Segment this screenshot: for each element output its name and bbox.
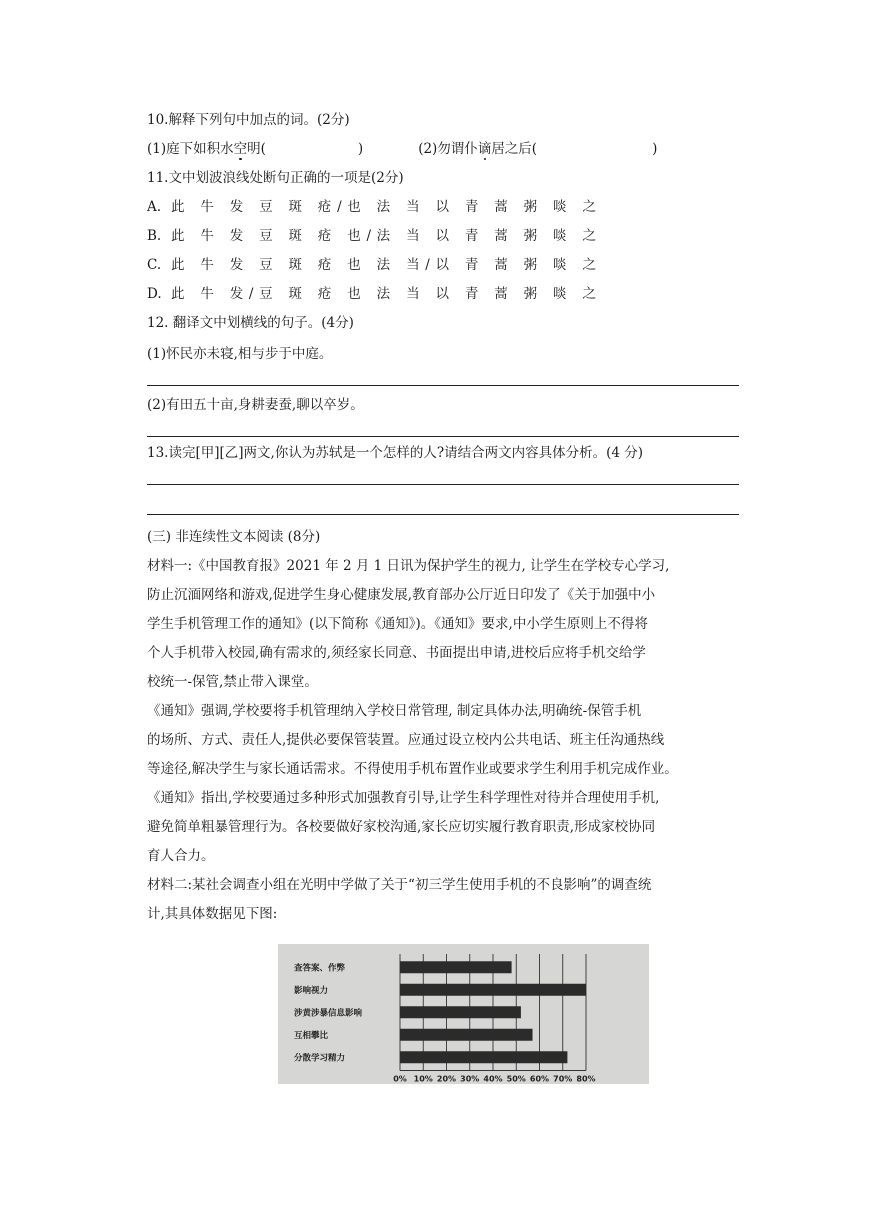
option-key: C. xyxy=(147,257,162,273)
material-line: 个人手机带入校园,确有需求的,须经家长同意、书面提出申请,进校后应将手机交给学 xyxy=(147,645,646,661)
option-char: 当 xyxy=(406,257,420,273)
q11-option[interactable] xyxy=(147,222,739,251)
x-tick-label: 80% xyxy=(576,1074,596,1084)
material-line: 材料二:某社会调查小组在光明中学做了关于“初三学生使用手机的不良影响”的调查统 xyxy=(147,877,652,893)
option-char: 也 xyxy=(347,257,361,273)
option-char: 之 xyxy=(582,228,596,244)
option-char: 法 xyxy=(376,257,391,273)
answer-line[interactable] xyxy=(147,514,739,515)
option-char: 蒿 xyxy=(494,286,508,302)
q12-title: 12. 翻译文中划横线的句子。(4分) xyxy=(147,315,354,331)
q10-item-2: (2)勿谓仆谪居之后( ) xyxy=(418,141,658,157)
option-char: 法 xyxy=(376,199,391,215)
option-char: 青 xyxy=(464,286,479,302)
option-char: 发 xyxy=(229,257,244,273)
option-char: 斑 xyxy=(288,257,302,273)
option-char: 当 xyxy=(406,286,420,302)
material-line: 学生手机管理工作的通知》(以下简称《通知》)。《通知》要求,中小学生原则上不得将 xyxy=(147,616,648,632)
option-char: 也 xyxy=(347,228,361,244)
option-char: 豆 xyxy=(259,286,273,302)
option-char: 以 xyxy=(435,199,449,215)
material-line: 防止沉湎网络和游戏,促进学生身心健康发展,教育部办公厅近日印发了《关于加强中小 xyxy=(147,587,656,603)
option-char: 发 xyxy=(229,286,244,302)
q12-sentence-2: (2)有田五十亩,身耕妻蚕,聊以卒岁。 xyxy=(147,397,364,413)
bar xyxy=(400,961,512,973)
option-char: 当 xyxy=(406,228,420,244)
category-label: 互相攀比 xyxy=(294,1030,329,1041)
q10-item-1: (1)庭下如积水空明( ) xyxy=(147,141,364,157)
option-char: 以 xyxy=(435,257,449,273)
material-line: 计,其具体数据见下图: xyxy=(147,906,278,922)
option-char: 牛 xyxy=(200,228,214,244)
option-char: 豆 xyxy=(259,199,273,215)
option-char: 也 xyxy=(347,199,361,215)
material-line: 《通知》强调,学校要将手机管理纳入学校日常管理, 制定具体办法,明确统-保管手机 xyxy=(147,703,642,719)
bar xyxy=(400,1029,533,1041)
material-line: 《通知》指出,学校要通过多种形式加强教育引导,让学生科学理性对待并合理使用手机, xyxy=(147,790,660,806)
material-line: 育人合力。 xyxy=(147,848,215,864)
option-char: 当 xyxy=(406,199,420,215)
option-char: 法 xyxy=(376,286,391,302)
answer-line[interactable] xyxy=(147,436,739,437)
option-char: 斑 xyxy=(288,228,302,244)
option-char: 蒿 xyxy=(494,257,508,273)
material-line: 的场所、方式、责任人,提供必要保管装置。应通过设立校内公共电话、班主任沟通热线 xyxy=(147,732,665,748)
option-char: 以 xyxy=(435,228,449,244)
chart-svg xyxy=(278,944,649,1084)
bar-chart xyxy=(278,944,649,1084)
material-line: 避免简单粗暴管理行为。各校要做好家校沟通,家长应切实履行教育职责,形成家校协同 xyxy=(147,819,656,835)
option-char: 豆 xyxy=(259,228,273,244)
option-char: 此 xyxy=(170,257,185,273)
option-char: 青 xyxy=(464,257,479,273)
break-slash: / xyxy=(337,199,342,215)
q11-options xyxy=(147,193,739,309)
materials-text xyxy=(147,552,739,929)
option-char: 疮 xyxy=(317,199,332,215)
x-tick-label: 40% xyxy=(483,1074,503,1084)
x-tick-label: 50% xyxy=(506,1074,526,1084)
q12-sentence-1: (1)怀民亦未寝,相与步于中庭。 xyxy=(147,346,333,362)
bar xyxy=(400,1051,567,1063)
option-char: 蒿 xyxy=(494,228,508,244)
category-label: 分散学习精力 xyxy=(294,1053,346,1064)
option-char: 发 xyxy=(229,199,244,215)
option-char: 牛 xyxy=(200,199,214,215)
option-char: 此 xyxy=(170,228,185,244)
q10-items xyxy=(147,135,739,164)
break-slash: / xyxy=(366,228,372,244)
dotted-char: 空 xyxy=(233,141,248,157)
answer-line[interactable] xyxy=(147,385,739,386)
option-char: 法 xyxy=(376,228,391,244)
option-char: 青 xyxy=(464,199,479,215)
material-line: 材料一:《中国教育报》2021 年 2 月 1 日讯为保护学生的视力, 让学生在学校专心学习, xyxy=(147,558,670,574)
option-char: 发 xyxy=(229,228,244,244)
option-char: 之 xyxy=(582,199,596,215)
break-slash: / xyxy=(248,286,254,302)
option-char: 此 xyxy=(170,286,185,302)
category-label: 查答案、作弊 xyxy=(294,963,346,974)
x-tick-label: 10% xyxy=(413,1074,433,1084)
x-tick-label: 30% xyxy=(460,1074,480,1084)
option-key: B. xyxy=(147,228,162,244)
category-label: 影响视力 xyxy=(294,985,329,996)
section3-heading: (三) 非连续性文本阅读 (8分) xyxy=(147,529,321,545)
option-key: A. xyxy=(147,199,162,215)
bar xyxy=(400,984,586,996)
option-char: 蒿 xyxy=(494,199,508,215)
option-char: 斑 xyxy=(288,286,302,302)
x-tick-label: 60% xyxy=(529,1074,550,1084)
option-char: 斑 xyxy=(288,199,302,215)
material-line: 校统一-保管,禁止带入课堂。 xyxy=(147,674,318,690)
q11-title: 11.文中划波浪线处断句正确的一项是(2分) xyxy=(147,170,404,186)
exam-page xyxy=(147,106,739,929)
option-char: 牛 xyxy=(200,257,214,273)
option-char: 疮 xyxy=(317,228,332,244)
option-char: 粥 xyxy=(523,286,538,302)
break-slash: / xyxy=(425,257,430,273)
option-char: 豆 xyxy=(259,257,273,273)
q11-option[interactable] xyxy=(147,251,739,280)
option-char: 之 xyxy=(582,286,596,302)
option-char: 粥 xyxy=(523,257,538,273)
q10-title: 10.解释下列句中加点的词。(2分) xyxy=(147,112,350,128)
option-char: 青 xyxy=(464,228,479,244)
option-key: D. xyxy=(147,286,162,302)
option-char: 啖 xyxy=(553,257,567,273)
option-char: 疮 xyxy=(317,257,332,273)
x-tick-label: 20% xyxy=(436,1074,457,1084)
dotted-char: 谪 xyxy=(477,141,492,157)
option-char: 啖 xyxy=(553,286,567,302)
option-char: 啖 xyxy=(553,228,567,244)
q11-option[interactable] xyxy=(147,193,739,222)
option-char: 牛 xyxy=(200,286,214,302)
option-char: 粥 xyxy=(523,228,538,244)
bar xyxy=(400,1006,521,1018)
q11-option[interactable] xyxy=(147,280,739,309)
q13-title: 13.读完[甲][乙]两文,你认为苏轼是一个怎样的人?请结合两文内容具体分析。(4 分) xyxy=(147,445,643,461)
category-label: 涉黄涉暴信息影响 xyxy=(294,1008,363,1019)
option-char: 疮 xyxy=(317,286,332,302)
option-char: 此 xyxy=(170,199,185,215)
option-char: 啖 xyxy=(553,199,567,215)
x-tick-label: 70% xyxy=(553,1074,573,1084)
option-char: 之 xyxy=(582,257,596,273)
option-char: 也 xyxy=(347,286,361,302)
option-char: 粥 xyxy=(523,199,538,215)
material-line: 等途径,解决学生与家长通话需求。不得使用手机布置作业或要求学生利用手机完成作业。 xyxy=(147,761,678,777)
x-tick-label: 0% xyxy=(393,1074,407,1084)
option-char: 以 xyxy=(435,286,449,302)
